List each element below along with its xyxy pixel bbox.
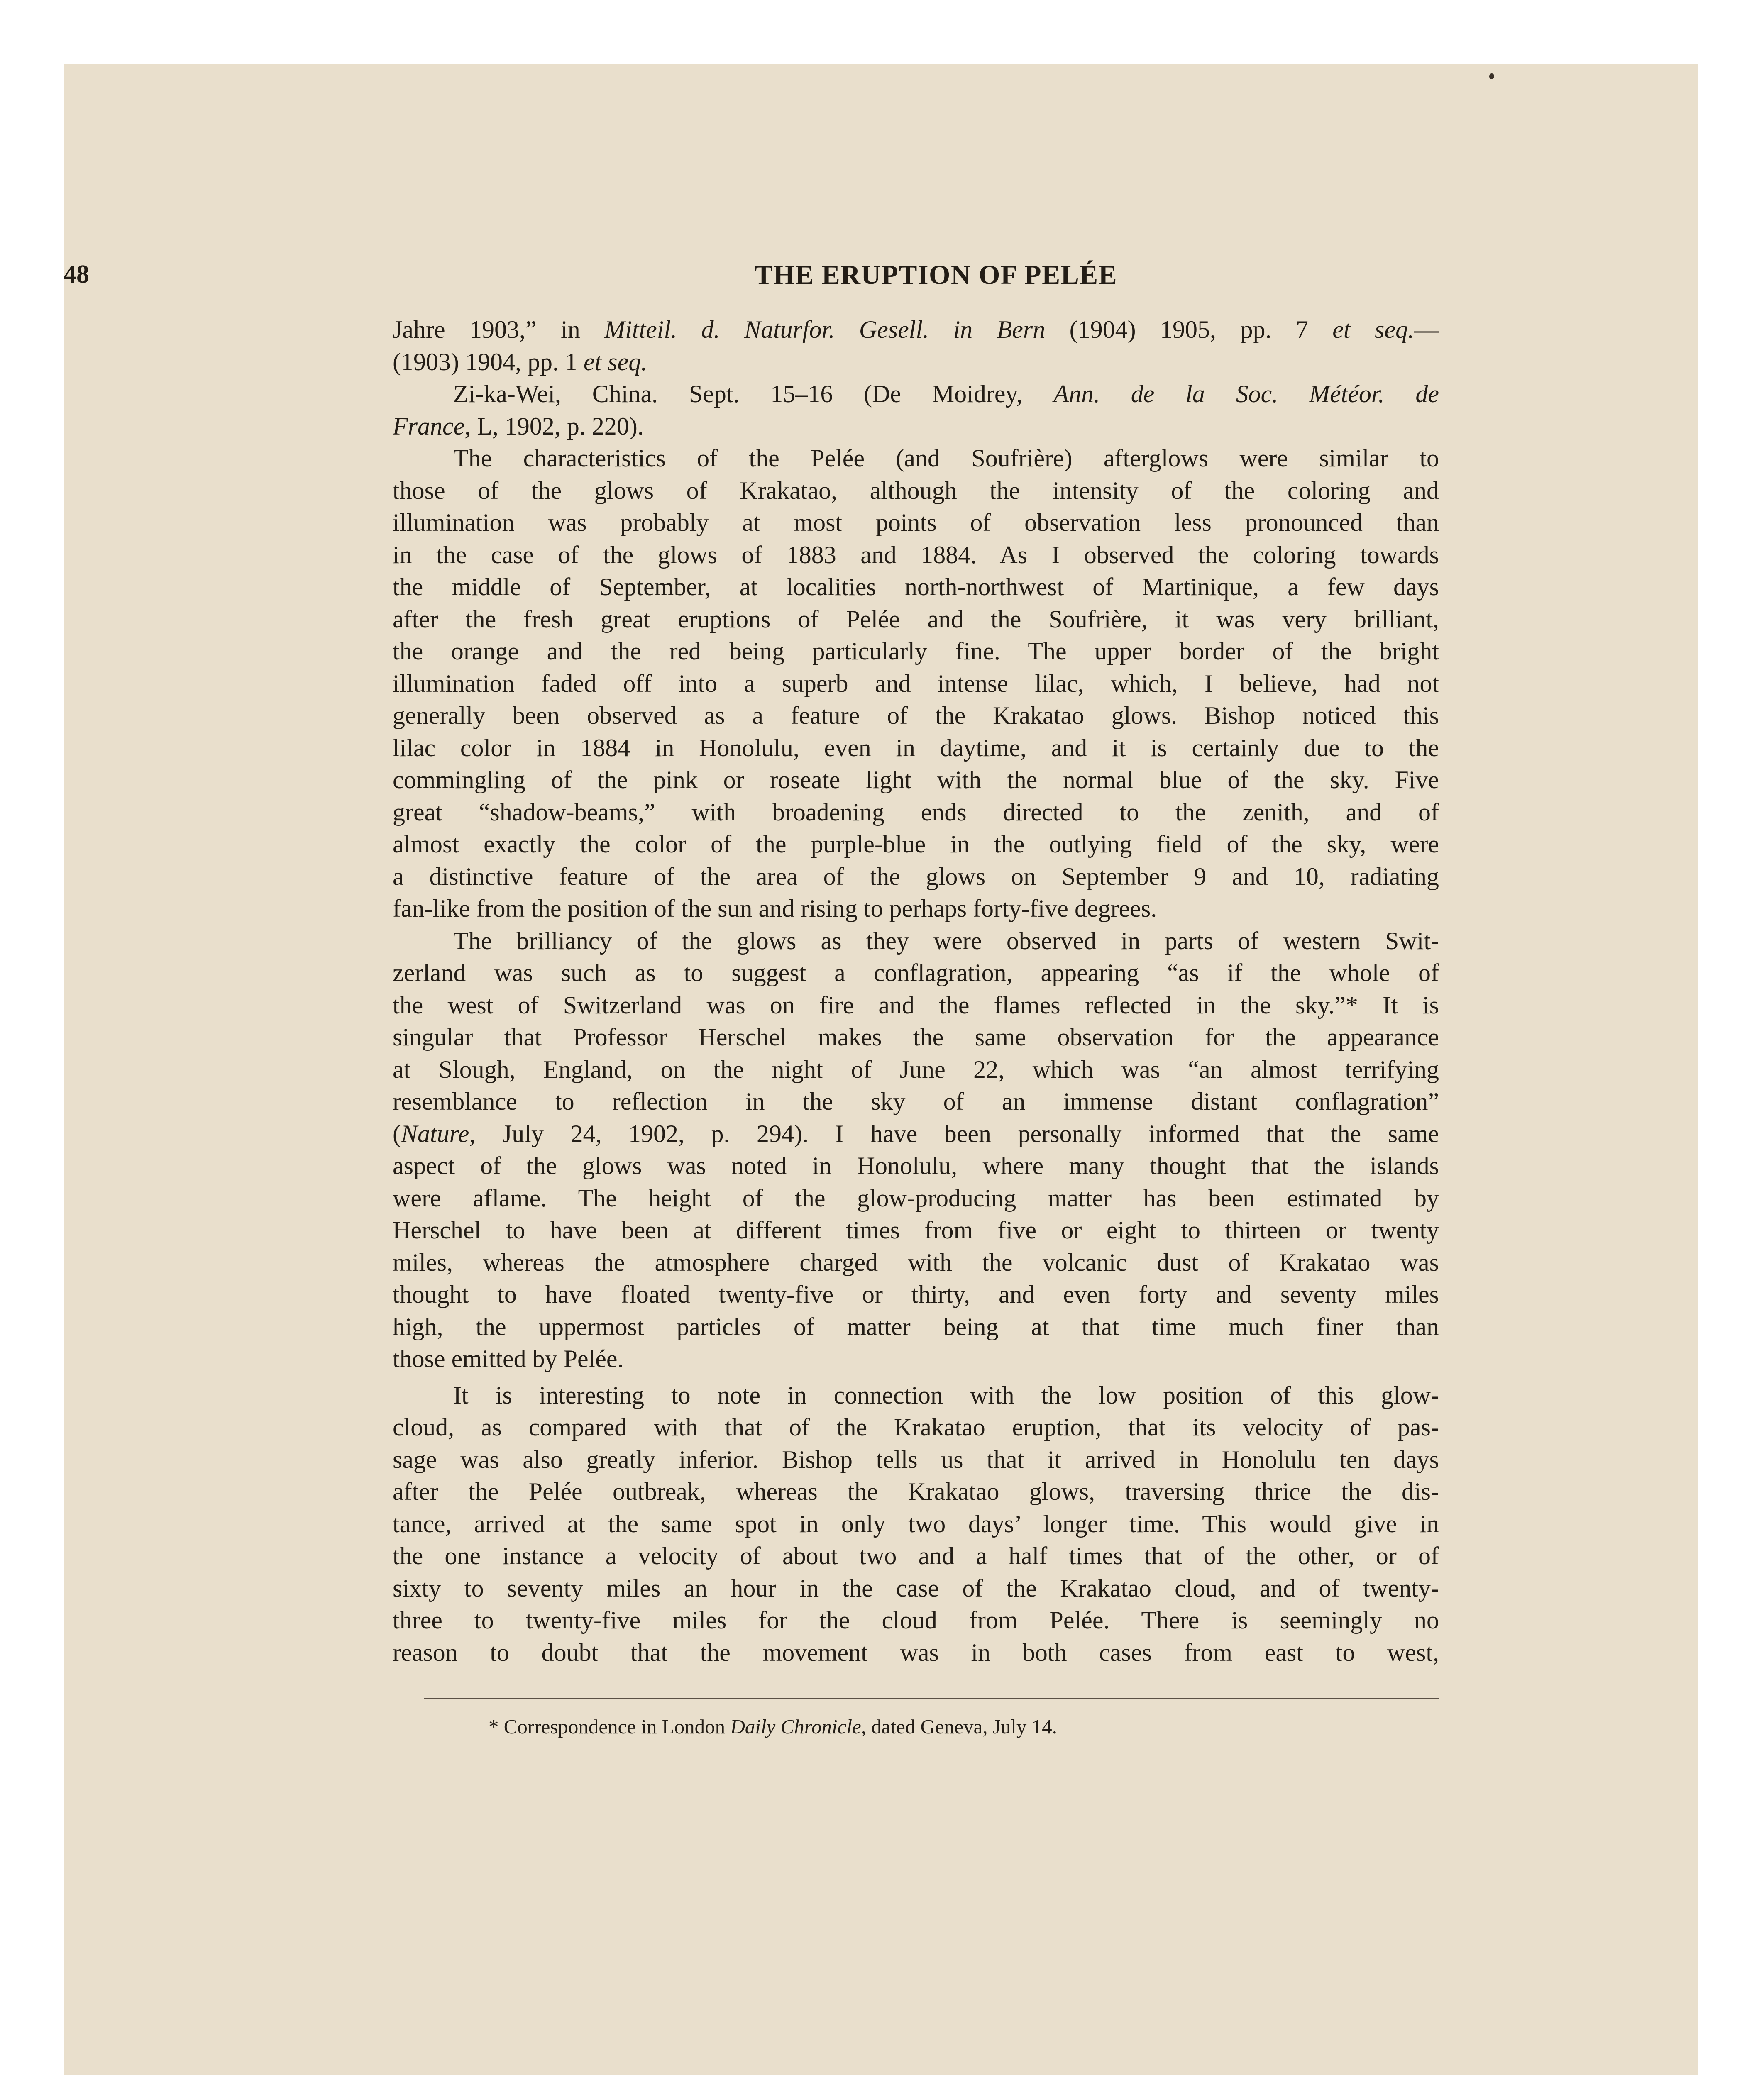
- footnote-text: dated Geneva, July 14.: [866, 1715, 1057, 1738]
- text-line: singular that Professor Herschel makes the same observation for the appearance: [393, 1023, 1439, 1051]
- running-title: THE ERUPTION OF PELÉE: [754, 260, 1118, 290]
- text-line: aspect of the glows was noted in Honolulu, where many thought that the islands: [393, 1152, 1439, 1179]
- text-line: Herschel to have been at different times from five or eight to thirteen or twenty: [393, 1216, 1439, 1244]
- text-line: commingling of the pink or roseate light with the normal blue of the sky. Five: [393, 766, 1439, 793]
- text-line: thought to have floated twenty-five or thirty, and even forty and seventy miles: [393, 1281, 1439, 1308]
- text-line: miles, whereas the atmosphere charged with the volcanic dust of Krakatao was: [393, 1248, 1439, 1276]
- text-line: the west of Switzerland was on fire and the flames reflected in the sky.”* It is: [393, 991, 1439, 1019]
- text-line: resemblance to reflection in the sky of an immense distant conflagration”: [393, 1088, 1439, 1115]
- text-line: after the fresh great eruptions of Pelée and the Soufrière, it was very brilliant,: [393, 605, 1439, 633]
- italic-text: et seq.: [583, 348, 647, 376]
- text-line: illumination faded off into a superb and intense lilac, which, I believe, had not: [393, 669, 1439, 697]
- text-line: Zi-ka-Wei, China. Sept. 15–16 (De Moidrey, Ann. de la Soc. Météor. de: [453, 380, 1439, 408]
- text-line: (Nature, July 24, 1902, p. 294). I have been personally informed that the same: [393, 1120, 1439, 1147]
- text-line: reason to doubt that the movement was in both cases from east to west,: [393, 1638, 1439, 1666]
- text-line: (1903) 1904, pp. 1 et seq.: [393, 348, 647, 376]
- italic-text: Nature: [401, 1120, 469, 1147]
- text-line: at Slough, England, on the night of June 22, which was “an almost terrifying: [393, 1055, 1439, 1083]
- text-line: The brilliancy of the glows as they were observed in parts of western Swit-: [453, 927, 1439, 954]
- footnote-text: * Correspondence in London: [489, 1715, 731, 1738]
- text-line: a distinctive feature of the area of the glows on September 9 and 10, radiating: [393, 862, 1439, 890]
- text-line: the middle of September, at localities north-northwest of Martinique, a few days: [393, 573, 1439, 601]
- text-line: zerland was such as to suggest a conflagration, appearing “as if the whole of: [393, 959, 1439, 986]
- text-line: the one instance a velocity of about two and a half times that of the other, or of: [393, 1542, 1439, 1570]
- text-line: illumination was probably at most points of observation less pronounced than: [393, 509, 1439, 536]
- text-line: It is interesting to note in connection with the low position of this glow-: [453, 1381, 1439, 1409]
- text-line: lilac color in 1884 in Honolulu, even in daytime, and it is certainly due to the: [393, 734, 1439, 762]
- italic-text: et seq.: [1332, 316, 1414, 343]
- text-line: after the Pelée outbreak, whereas the Krakatao glows, traversing thrice the dis-: [393, 1478, 1439, 1505]
- text-line: the orange and the red being particularly fine. The upper border of the bright: [393, 637, 1439, 665]
- text-line: in the case of the glows of 1883 and 1884. As I observed the coloring towards: [393, 541, 1439, 569]
- footnote: [489, 1716, 1057, 1737]
- text-line: were aflame. The height of the glow-producing matter has been estimated by: [393, 1184, 1439, 1212]
- text-line: those emitted by Pelée.: [393, 1345, 624, 1372]
- footnote-italic-title: Daily Chronicle,: [730, 1715, 866, 1738]
- text-line: those of the glows of Krakatao, although the intensity of the coloring and: [393, 476, 1439, 504]
- text-line: cloud, as compared with that of the Krakatao eruption, that its velocity of pas-: [393, 1413, 1439, 1441]
- text-line: great “shadow-beams,” with broadening ends directed to the zenith, and of: [393, 798, 1439, 826]
- italic-text: France: [393, 412, 465, 440]
- text-line: generally been observed as a feature of the Krakatao glows. Bishop noticed this: [393, 702, 1439, 729]
- text-line: France, L, 1902, p. 220).: [393, 412, 644, 440]
- text-line: high, the uppermost particles of matter being at that time much finer than: [393, 1313, 1439, 1340]
- text-line: Jahre 1903,” in Mitteil. d. Naturfor. Gesell. in Bern (1904) 1905, pp. 7 et seq.—: [393, 316, 1439, 343]
- text-line: fan-like from the position of the sun and rising to perhaps forty-five degrees.: [393, 895, 1157, 922]
- body-text: [393, 314, 1439, 1669]
- italic-text: Ann. de la Soc. Météor. de: [1053, 380, 1439, 408]
- text-line: almost exactly the color of the purple-blue in the outlying field of the sky, were: [393, 830, 1439, 858]
- text-line: The characteristics of the Pelée (and Soufrière) afterglows were similar to: [453, 444, 1439, 472]
- scan-speck-mark: [1489, 73, 1494, 79]
- page-number: 48: [64, 260, 89, 288]
- text-line: tance, arrived at the same spot in only two days’ longer time. This would give in: [393, 1510, 1439, 1538]
- text-line: three to twenty-five miles for the cloud from Pelée. There is seemingly no: [393, 1606, 1439, 1634]
- text-line: sixty to seventy miles an hour in the case of the Krakatao cloud, and of twenty-: [393, 1574, 1439, 1602]
- text-line: sage was also greatly inferior. Bishop tells us that it arrived in Honolulu ten days: [393, 1445, 1439, 1473]
- italic-text: Mitteil. d. Naturfor. Gesell. in Bern: [604, 316, 1046, 343]
- footnote-divider: [424, 1698, 1439, 1699]
